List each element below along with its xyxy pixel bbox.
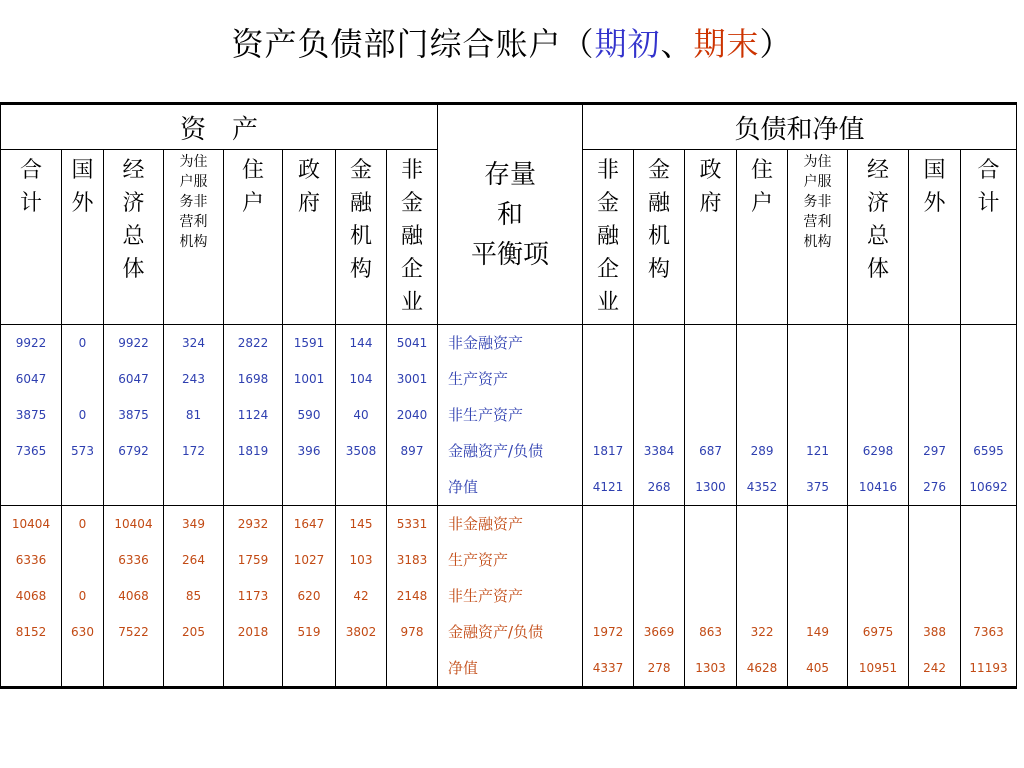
table-cell: 149: [806, 625, 829, 639]
table-cell: 1124: [237, 408, 269, 422]
table-cell: 978: [400, 625, 424, 639]
table-cell: [961, 361, 1016, 397]
table-cell: 11193: [969, 661, 1008, 675]
column-header-liab-7: 合 计: [961, 150, 1017, 325]
opening-asset-col-5: [283, 325, 336, 506]
column-header-asset-6: 金 融 机 构: [336, 150, 387, 325]
table-cell: 276: [923, 480, 946, 494]
table-cell: 1027: [293, 553, 325, 567]
table-cell: 324: [182, 336, 205, 350]
table-cell: [848, 506, 908, 542]
table-cell: [1, 650, 61, 686]
table-cell: 净值: [448, 478, 479, 496]
table-cell: 242: [923, 661, 946, 675]
column-header-liab-3: 住 户: [737, 150, 788, 325]
table-cell: [104, 469, 163, 505]
table-cell: 2148: [396, 589, 428, 603]
table-cell: 7365: [15, 444, 47, 458]
table-cell: 10416: [858, 480, 898, 494]
balance-sheet-table: [0, 102, 1017, 689]
opening-asset-col-7: [387, 325, 438, 506]
table-cell: 非生产资产: [448, 406, 524, 424]
table-cell: 268: [647, 480, 671, 494]
table-cell: 9922: [118, 336, 149, 350]
table-cell: [62, 650, 103, 686]
table-cell: 620: [297, 589, 321, 603]
opening-liab-col-1: [634, 325, 685, 506]
table-cell: 375: [806, 480, 829, 494]
table-cell: [634, 397, 684, 433]
closing-asset-col-2: [104, 506, 164, 688]
table-cell: 9922: [15, 336, 47, 350]
table-cell: 3001: [396, 372, 428, 386]
table-cell: [583, 506, 633, 542]
table-cell: 非金融资产: [448, 334, 524, 352]
table-cell: [737, 578, 787, 614]
table-cell: [737, 397, 787, 433]
table-cell: 573: [71, 444, 94, 458]
closing-liab-col-7: [961, 506, 1017, 688]
closing-asset-col-1: [62, 506, 104, 688]
table-cell: [164, 469, 223, 505]
opening-liab-col-5: [848, 325, 909, 506]
table-cell: 289: [750, 444, 774, 458]
table-cell: 金融资产/负债: [448, 623, 544, 641]
table-cell: [62, 542, 103, 578]
title-opening: 期初: [594, 25, 661, 63]
table-cell: 5331: [396, 517, 428, 531]
table-cell: [387, 650, 437, 686]
table-cell: 4628: [746, 661, 778, 675]
table-cell: 0: [78, 408, 87, 422]
table-cell: 10951: [858, 661, 898, 675]
table-cell: [634, 506, 684, 542]
table-cell: [788, 578, 847, 614]
table-cell: [164, 650, 223, 686]
table-cell: 897: [400, 444, 424, 458]
closing-liab-col-4: [788, 506, 848, 688]
title-main: 资产负债部门综合账户（: [231, 25, 595, 63]
table-cell: 81: [185, 408, 202, 422]
opening-asset-col-1: [62, 325, 104, 506]
column-header-liab-4: 为住 户服 务非 营利 机构: [788, 150, 848, 325]
opening-liab-col-3: [737, 325, 788, 506]
table-cell: 349: [182, 517, 205, 531]
table-cell: 2018: [237, 625, 269, 639]
closing-asset-col-0: [1, 506, 62, 688]
table-cell: 非生产资产: [448, 587, 524, 605]
table-cell: [737, 506, 787, 542]
closing-section: [1, 506, 1017, 688]
column-header-asset-4: 住 户: [224, 150, 283, 325]
table-cell: [224, 650, 282, 686]
table-cell: 0: [78, 589, 87, 603]
closing-row: [1, 506, 1017, 688]
table-cell: 金融资产/负债: [448, 442, 544, 460]
table-cell: 103: [349, 553, 373, 567]
closing-liab-col-0: [583, 506, 634, 688]
table-cell: 3802: [345, 625, 377, 639]
table-cell: [788, 361, 847, 397]
table-cell: [961, 578, 1016, 614]
assets-group-header: 资 产: [1, 104, 438, 150]
table-cell: 生产资产: [448, 551, 509, 569]
table-cell: [685, 325, 736, 361]
table-cell: 1591: [293, 336, 325, 350]
table-cell: 4337: [592, 661, 624, 675]
table-cell: 40: [353, 408, 369, 422]
table-cell: 1300: [695, 480, 726, 494]
table-cell: 1173: [237, 589, 269, 603]
table-cell: 1647: [293, 517, 325, 531]
table-cell: 687: [699, 444, 722, 458]
table-cell: [583, 542, 633, 578]
table-cell: 630: [71, 625, 94, 639]
column-header-asset-0: 合 计: [1, 150, 62, 325]
table-cell: 388: [923, 625, 946, 639]
table-cell: 519: [297, 625, 321, 639]
table-cell: [909, 325, 960, 361]
opening-asset-col-0: [1, 325, 62, 506]
table-cell: 264: [182, 553, 205, 567]
table-cell: [283, 650, 335, 686]
table-cell: [283, 469, 335, 505]
table-cell: 7363: [973, 625, 1004, 639]
title-closing: 期末: [693, 25, 760, 63]
table-cell: [62, 361, 103, 397]
table-cell: 6047: [15, 372, 47, 386]
opening-liab-col-0: [583, 325, 634, 506]
table-cell: 322: [750, 625, 774, 639]
table-cell: [336, 650, 386, 686]
table-cell: 3669: [643, 625, 675, 639]
opening-labels: [438, 325, 583, 506]
closing-asset-col-7: [387, 506, 438, 688]
table-cell: 4121: [592, 480, 624, 494]
table-cell: [961, 397, 1016, 433]
table-cell: [961, 325, 1016, 361]
closing-liab-col-2: [685, 506, 737, 688]
table-cell: [848, 542, 908, 578]
column-header-liab-6: 国 外: [909, 150, 961, 325]
closing-labels: [438, 506, 583, 688]
table-cell: [961, 542, 1016, 578]
table-cell: [685, 542, 736, 578]
table-cell: 1001: [293, 372, 325, 386]
opening-liab-col-6: [909, 325, 961, 506]
closing-liab-col-5: [848, 506, 909, 688]
closing-asset-col-4: [224, 506, 283, 688]
table-cell: 3875: [15, 408, 47, 422]
table-cell: [634, 542, 684, 578]
table-cell: [104, 650, 163, 686]
column-header-liab-0: 非 金 融 企 业: [583, 150, 634, 325]
table-cell: [848, 361, 908, 397]
table-cell: 5041: [396, 336, 428, 350]
table-cell: 396: [297, 444, 321, 458]
table-cell: [788, 325, 847, 361]
table-cell: 1303: [695, 661, 726, 675]
closing-asset-col-3: [164, 506, 224, 688]
table-cell: 6336: [15, 553, 47, 567]
table-cell: [961, 506, 1016, 542]
table-cell: [62, 469, 103, 505]
closing-liab-col-1: [634, 506, 685, 688]
table-cell: 172: [182, 444, 205, 458]
column-header-asset-5: 政 府: [283, 150, 336, 325]
page-title: [0, 20, 1024, 68]
liabilities-group-header: 负债和净值: [583, 104, 1017, 150]
table-cell: 4068: [15, 589, 47, 603]
table-cell: 85: [185, 589, 202, 603]
table-cell: 6336: [118, 553, 149, 567]
table-cell: 243: [182, 372, 205, 386]
table-cell: [634, 578, 684, 614]
column-header-liab-1: 金 融 机 构: [634, 150, 685, 325]
stock-header-line2: 和: [497, 199, 524, 230]
table-cell: 3508: [345, 444, 377, 458]
column-header-liab-5: 经 济 总 体: [848, 150, 909, 325]
table-cell: 6975: [862, 625, 894, 639]
table-cell: 0: [78, 336, 87, 350]
closing-asset-col-6: [336, 506, 387, 688]
table-cell: 297: [923, 444, 946, 458]
table-cell: 0: [78, 517, 87, 531]
table-cell: [848, 578, 908, 614]
table-cell: 4068: [118, 589, 149, 603]
table-cell: 1698: [237, 372, 269, 386]
table-cell: 1819: [237, 444, 269, 458]
table-cell: 205: [182, 625, 205, 639]
table-cell: 1759: [237, 553, 269, 567]
table-cell: 7522: [118, 625, 149, 639]
opening-asset-col-2: [104, 325, 164, 506]
table-cell: 405: [806, 661, 829, 675]
column-header-asset-1: 国 外: [62, 150, 104, 325]
table-cell: [848, 325, 908, 361]
table-cell: 生产资产: [448, 370, 509, 388]
table-cell: 6047: [118, 372, 149, 386]
opening-liab-col-4: [788, 325, 848, 506]
table-cell: [909, 361, 960, 397]
stock-header-line1: 存量: [484, 159, 537, 190]
table-cell: [387, 469, 437, 505]
table-cell: [788, 397, 847, 433]
table-cell: 6595: [973, 444, 1004, 458]
table-cell: [583, 578, 633, 614]
table-cell: 1972: [592, 625, 624, 639]
table-cell: [788, 506, 847, 542]
table-cell: [634, 361, 684, 397]
table-cell: 42: [353, 589, 369, 603]
table-cell: [1, 469, 61, 505]
table-cell: [848, 397, 908, 433]
table-cell: 8152: [15, 625, 47, 639]
table-cell: [685, 397, 736, 433]
table-cell: [737, 361, 787, 397]
table-cell: 590: [297, 408, 321, 422]
table-cell: [583, 361, 633, 397]
opening-liab-col-2: [685, 325, 737, 506]
opening-asset-col-6: [336, 325, 387, 506]
table-cell: [583, 397, 633, 433]
table-cell: 2932: [237, 517, 269, 531]
table-cell: 2822: [237, 336, 269, 350]
table-cell: 104: [349, 372, 373, 386]
table-cell: 3183: [396, 553, 428, 567]
table-cell: [224, 469, 282, 505]
column-header-asset-7: 非 金 融 企 业: [387, 150, 438, 325]
table-cell: 1817: [592, 444, 624, 458]
table-cell: 4352: [746, 480, 778, 494]
table-cell: [909, 542, 960, 578]
column-header-asset-2: 经 济 总 体: [104, 150, 164, 325]
closing-asset-col-5: [283, 506, 336, 688]
table-cell: 非金融资产: [448, 515, 524, 533]
table-cell: 10404: [11, 517, 51, 531]
table-cell: 121: [806, 444, 829, 458]
closing-liab-col-3: [737, 506, 788, 688]
table-cell: [634, 325, 684, 361]
table-cell: 144: [349, 336, 373, 350]
table-cell: 3384: [643, 444, 675, 458]
stock-balance-header: [438, 104, 583, 325]
closing-liab-col-6: [909, 506, 961, 688]
opening-row: [1, 325, 1017, 506]
opening-asset-col-3: [164, 325, 224, 506]
table-cell: [336, 469, 386, 505]
column-header-asset-3: 为住 户服 务非 营利 机构: [164, 150, 224, 325]
table-cell: [909, 506, 960, 542]
table-cell: [909, 578, 960, 614]
table-cell: [685, 578, 736, 614]
table-cell: 278: [647, 661, 671, 675]
table-cell: 3875: [118, 408, 149, 422]
column-header-liab-2: 政 府: [685, 150, 737, 325]
table-cell: 6792: [118, 444, 149, 458]
table-cell: [737, 325, 787, 361]
table-cell: 6298: [862, 444, 894, 458]
table-cell: [788, 542, 847, 578]
opening-asset-col-4: [224, 325, 283, 506]
table-cell: [685, 506, 736, 542]
table-cell: 2040: [396, 408, 428, 422]
table-cell: [737, 542, 787, 578]
title-sep: 、: [660, 25, 694, 63]
stock-header-line3: 平衡项: [471, 239, 550, 270]
opening-section: [1, 325, 1017, 506]
table-cell: 145: [349, 517, 373, 531]
title-end: ）: [759, 25, 793, 63]
table-cell: [583, 325, 633, 361]
table-cell: 10404: [114, 517, 153, 531]
table-cell: 863: [699, 625, 722, 639]
table-cell: 净值: [448, 659, 479, 677]
table-cell: [685, 361, 736, 397]
opening-liab-col-7: [961, 325, 1017, 506]
table-cell: 10692: [969, 480, 1008, 494]
table-cell: [909, 397, 960, 433]
